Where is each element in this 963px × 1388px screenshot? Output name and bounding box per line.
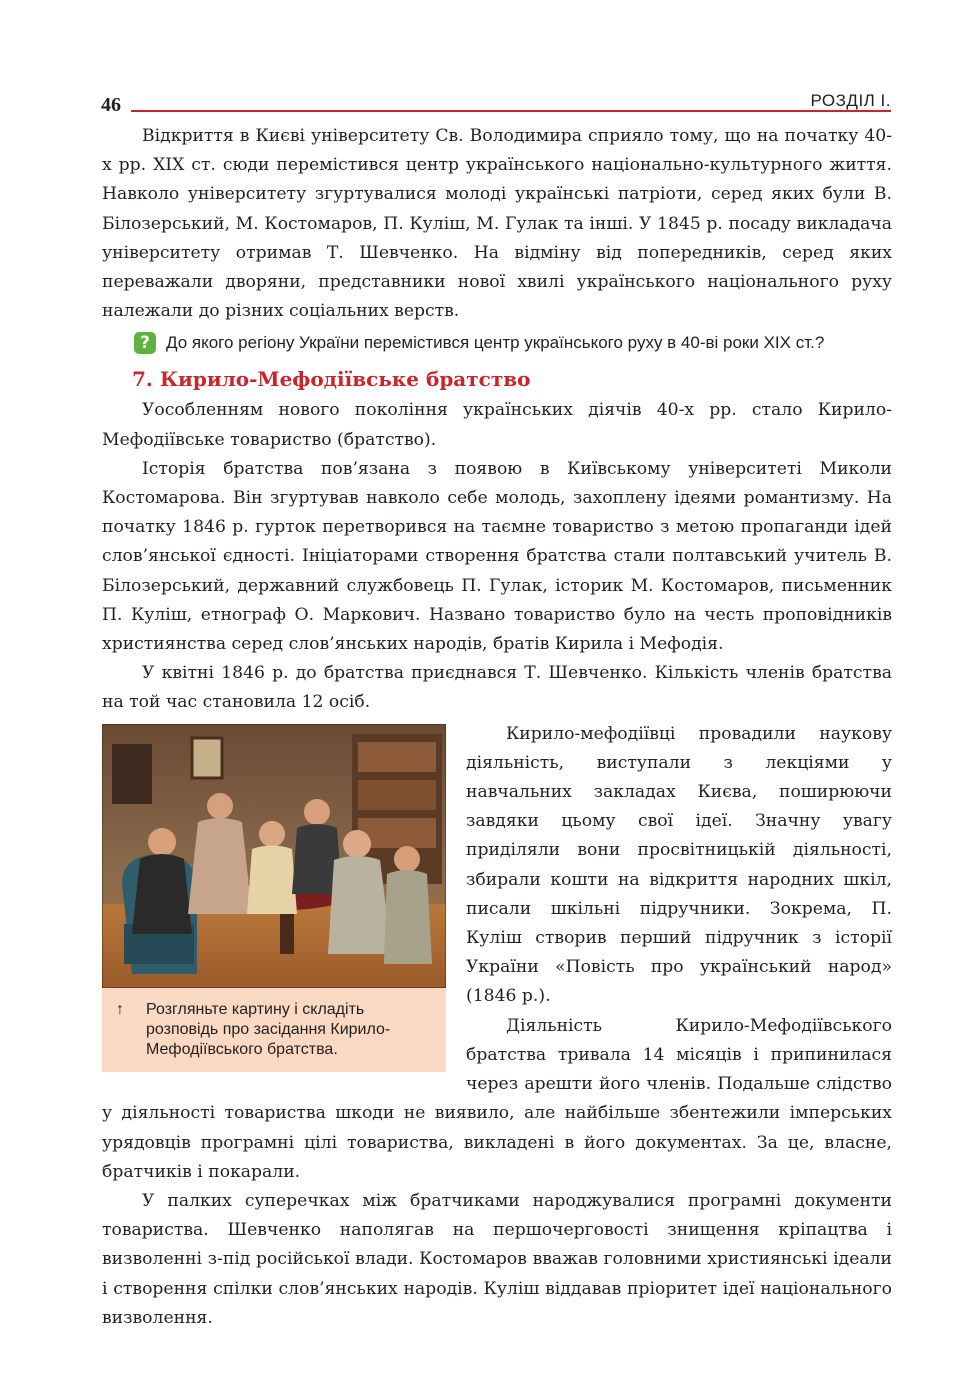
painting-image xyxy=(102,724,446,988)
figure-caption-text: Розгляньте картину і складіть розповідь про засідання Кирило-Мефодіївського братства. xyxy=(146,1000,391,1058)
question-text: До якого регіону України перемістився центр українського руху в 40-ві роки XIX ст.? xyxy=(166,333,825,353)
arrow-up-icon: ↑ xyxy=(116,1000,124,1018)
paragraph-3: Історія братства пов’язана з появою в Київському університеті Миколи Костомарова. Він згуртував навколо себе молодь, захоплену ідеями романтизму. На початку 1846 р. гурток перетворився на таємне товариство з метою пропаганди ідей слов’янської єдності. Ініціаторами створення братства стали полтавський учитель В. Білозерський, державний службовець П. Гулак, історик М. Костомаров, письменник П. Куліш, етнограф О. Маркович. Названо товариство було на честь проповідників християнства серед слов’янських народів, братів Кирила і Мефодія. xyxy=(102,458,892,655)
section-label: РОЗДІЛ І. xyxy=(810,91,891,110)
page-number: 46 xyxy=(101,94,121,116)
paragraph-1: Відкриття в Києві університету Св. Володимира сприяло тому, що на початку 40-х рр. XIX ст. сюди перемістився центр українського національно-культурного життя. Навколо університету згуртувалися молоді українські патріоти, серед яких були В. Білозерський, М. Костомаров, П. Куліш, М. Гулак та інші. У 1845 р. посаду викладача університету отримав Т. Шевченко. На відміну від попередників, серед яких переважали дворяни, представники нової хвилі українського національного руху належали до різних соціальних верств. xyxy=(102,126,892,322)
header-rule xyxy=(131,110,891,112)
figure xyxy=(102,724,446,1072)
figure-caption xyxy=(102,988,446,1072)
page-body xyxy=(102,122,892,1333)
paragraph-7: У палких суперечках між братчиками народжувалися програмні документи товариства. Шевченко наполягав на першочерговості знищення кріпацтва і визволенні з-під російської влади. Костомаров вважав головними християнські ідеали і створення спілки слов’янських народів. Куліш віддавав пріоритет ідеї національного визволення. xyxy=(102,1190,892,1328)
paragraph-2: Уособленням нового покоління українських діячів 40-х рр. стало Кирило-Мефодіївське товариство (братство). xyxy=(102,400,892,450)
paragraph-6: Діяльність Кирило-Мефодіївського братства тривала 14 місяців і припинилася через арешти його членів. Подальше слідство у діяльності товариства шкоди не виявило, але найбільше збентежили імперських урядовців програмні цілі товариства, викладені в його документах. За це, власне, братчиків і покарали. xyxy=(102,1015,892,1182)
paragraph-4: У квітні 1846 р. до братства приєднався Т. Шевченко. Кількість членів братства на той час становила 12 осіб. xyxy=(102,663,892,713)
section-title: 7. Кирило-Мефодіївське братство xyxy=(132,367,531,392)
question-block xyxy=(134,330,892,356)
question-icon: ? xyxy=(134,332,156,354)
paragraph-5: Кирило-мефодіївці провадили наукову діяльність, виступали з лекціями у навчальних закладах Києва, поширюючи завдяки цьому свої ідеї. Значну увагу приділяли вони просвітницькій діяльності, збирали кошти на відкриття народних шкіл, писали шкільні підручники. Зокрема, П. Куліш створив перший підручник з історії України «Повість про український народ» (1846 р.). xyxy=(466,723,892,1007)
